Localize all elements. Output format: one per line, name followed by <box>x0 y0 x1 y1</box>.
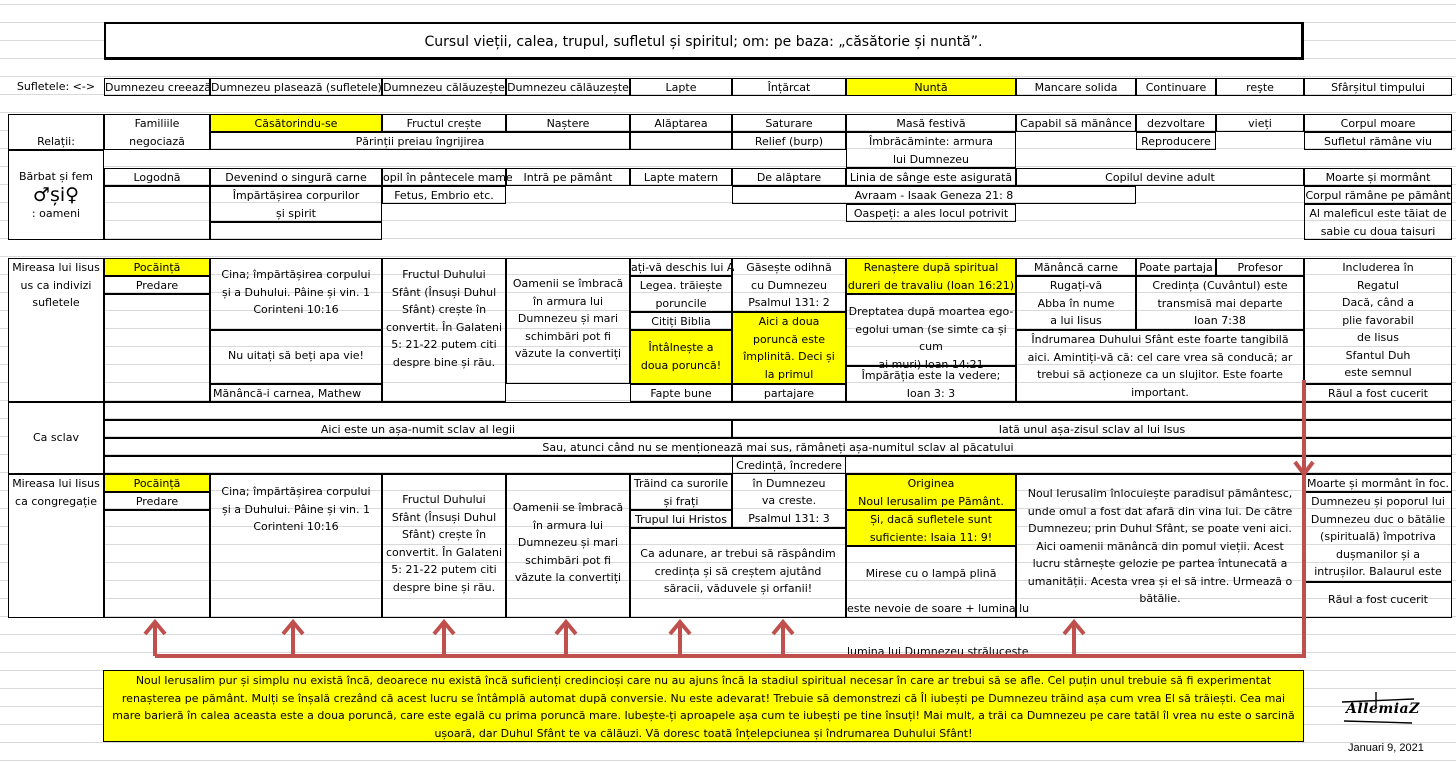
cell-legea: Legea. trăiește poruncile <box>630 276 732 312</box>
cell-pocainta-2: Pocăință <box>104 474 210 492</box>
cell-moarte-mormant: Moarte și mormânt <box>1304 168 1452 186</box>
cell-fructul-creste: Fructul crește <box>382 114 506 132</box>
logo-text: AllemiaZ <box>1346 701 1420 717</box>
cell-partajare: partajare <box>732 384 846 402</box>
cell-casatorindu: Căsătorindu-se <box>210 114 382 132</box>
cell-logodna: Logodnă <box>104 168 210 186</box>
cell-indrumarea: Îndrumarea Duhului Sfânt este foarte tangibilă aici. Amintiți-vă că: cel care vrea să conducă; ar trebui să acționeze ca un slujitor. Este foarte important. <box>1016 330 1304 402</box>
cell-moarte-foc: Moarte și mormânt în foc. <box>1304 474 1452 492</box>
cell-profesor: Profesor <box>1216 258 1304 276</box>
cell-dreptatea: Dreptatea după moartea ego- egolui uman (se simte ca și cum ai muri) Ioan 14:21 <box>846 294 1016 366</box>
cell-intalneste: Întâlnește a doua poruncă! <box>630 330 732 384</box>
cell-oamenii-2: Oamenii se îmbracă în armura lui Dumnezeu și mari schimbări pot fi văzute la convertiți <box>506 474 630 618</box>
sclav-label: Ca sclav <box>8 402 104 474</box>
cell-dezvoltare: dezvoltare <box>1136 114 1216 132</box>
header-col-creeaza: Dumnezeu creează <box>104 78 210 96</box>
cell-imparatia: Împărăția este la vedere; Ioan 3: 3 <box>846 366 1016 402</box>
cell-si-daca: Și, dacă sufletele sunt suficiente: Isaia 11: 9! <box>846 510 1016 546</box>
cell-credinta-cuvantul: Credința (Cuvântul) este transmisă mai departe Ioan 7:38 <box>1136 276 1304 330</box>
oameni-label: : oameni <box>31 207 81 220</box>
date-label: Januari 9, 2021 <box>1348 742 1424 754</box>
cell-poate-partaja: Poate partaja <box>1136 258 1216 276</box>
header-col-plaseaza: Dumnezeu plasează (sufletele) <box>210 78 382 96</box>
header-col-mancare-solida: Mancare solida <box>1016 78 1136 96</box>
cell-credinta-incredere: Credință, încredere în Dumnezeu va creste. Psalmul 131: 3 <box>732 456 846 528</box>
cell-parintii: Părinții preiau îngrijirea <box>210 132 630 150</box>
cell-relief: Relief (burp) <box>732 132 846 150</box>
cell-malefic: Al maleficul este tăiat de sabie cu doua taisuri <box>1304 204 1452 240</box>
cell-linia: Linia de sânge este asigurată <box>846 168 1016 186</box>
cell-cina-1: Cina; împărtășirea corpului și a Duhului. Pâine și vin. 1 Corinteni 10:16 <box>210 258 382 330</box>
page-title: Cursul vieții, calea, trupul, sufletul și spiritul; om: pe baza: „căsătorie și nuntă”. <box>104 22 1304 60</box>
cell-deschis: ați-vă deschis lui A <box>630 258 732 276</box>
cell-originea: Originea Noul Ierusalim pe Pământ. <box>846 474 1016 510</box>
cell-lumina: lumina lui Dumnezeu strălucește <box>847 644 1029 658</box>
header-col-calauzeste-1: Dumnezeu călăuzește <box>382 78 506 96</box>
arrow-up-4 <box>556 622 576 656</box>
mireasa-congregatie-label: Mireasa lui Iisus ca congregație <box>8 474 104 618</box>
cell-saturare: Saturare <box>732 114 846 132</box>
cell-copil-pantece: opil în pântecele mame <box>382 168 506 186</box>
cell-corpul-moare: Corpul moare <box>1304 114 1452 132</box>
arrow-up-1 <box>145 622 165 656</box>
cell-batalie: Dumnezeu și poporul lui Dumnezeu duc o bătălie (spirituală) împotriva dușmanilor și a intrușilor. Balaurul este <box>1304 492 1452 582</box>
cell-nastere: Naștere <box>506 114 630 132</box>
cell-fapte: Fapte bune <box>630 384 732 402</box>
cell-avraam: Avraam - Isaak Geneza 21: 8 <box>732 186 1136 204</box>
cell-alaptarea: Alăptarea <box>630 114 732 132</box>
cell-predare-1: Predare <box>104 276 210 294</box>
arrow-up-2 <box>283 622 303 656</box>
relatii-label: Relații: <box>37 134 75 148</box>
header-col-reste: reşte <box>1216 78 1304 96</box>
cell-devenind: Devenind o singură carne <box>210 168 382 186</box>
gender-symbols-icon: ♂și♀ <box>32 184 80 206</box>
cell-copilul-adult: Copilul devine adult <box>1016 168 1304 186</box>
cell-fructul-duhului-2: Fructul Duhului Sfânt (Însuși Duhul Sfânt) crește în convertit. În Galateni 5: 21-22 putem citi despre bine și rău. <box>382 474 506 618</box>
cell-corpul-ramane: Corpul rămâne pe pământ <box>1304 186 1452 204</box>
cell-nu-uitati: Nu uitați să beți apa vie! <box>210 330 382 384</box>
cell-mirese: Mirese cu o lampă plină <box>865 566 997 580</box>
cell-adunare: Ca adunare, ar trebui să răspândim credința și să creștem ajutând săracii, văduvele și orfanii! <box>630 528 846 618</box>
arrow-up-6 <box>773 622 793 656</box>
cell-impartasirea: Împărtășirea corpurilor și spirit <box>210 186 382 222</box>
cell-de-alaptare: De alăptare <box>732 168 846 186</box>
cell-cina-2: Cina; împărtășirea corpului și a Duhului. Pâine și vin. 1 Corinteni 10:16 <box>210 474 382 618</box>
header-col-lapte: Lapte <box>630 78 732 96</box>
cell-intra: Intră pe pământ <box>506 168 630 186</box>
mireasa-indivizi-label: Mireasa lui Iisus us ca indivizi sufletele <box>8 258 104 402</box>
header-col-continuare: Continuare <box>1136 78 1216 96</box>
header-col-nunta: Nuntă <box>846 78 1016 96</box>
barbat-label: Bărbat și fem <box>19 170 93 183</box>
cell-mananca-carne: Mănâncă carne <box>1016 258 1136 276</box>
cell-sufletul-ramane: Sufletul rămâne viu <box>1304 132 1452 150</box>
cell-capabil: Capabil să mănânce <box>1016 114 1136 132</box>
header-col-intarcat: Înțărcat <box>732 78 846 96</box>
header-col-calauzeste-2: Dumnezeu călăuzește <box>506 78 630 96</box>
cell-fructul-duhului-1: Fructul Duhului Sfânt (Însuși Duhul Sfânt) crește în convertit. În Galateni 5: 21-22 putem citi despre bine și rău. <box>382 258 506 402</box>
cell-sclav-legii: Aici este un așa-numit sclav al legii <box>104 420 732 438</box>
arrow-up-7 <box>1064 622 1084 656</box>
cell-predare-2: Predare <box>104 492 210 510</box>
cell-renastere: Renaștere după spiritual dureri de travaliu (Ioan 16:21) <box>846 258 1016 294</box>
cell-sclav-isus: Iată unul așa-zisul sclav al lui Isus <box>732 420 1452 438</box>
bottom-note: Noul Ierusalim pur și simplu nu există încă, deoarece nu există încă suficienți credincioși care nu au ajuns încă la stadiul spiritual necesar în care ar trebui să se afle. Cel puțin unul trebuie să fi experimentat renașterea pe pământ. Mulți se înșală crezând că acest lucru se întâmplă automat după conversie. Nu este adevarat! Trebuie să demonstrezi că Îl iubești pe Dumnezeu trăind așa cum vrea El să trăiești. Cea mai mare barieră în calea aceasta este a doua poruncă, care este egală cu prima poruncă mare. Iubește-ți aproapele așa cum te iubești pe tine însuți! Mai mult, a trăi ca Dumnezeu pe care tatăl îl vrea nu este o sarcină ușoară, dar Duhul Sfânt te va călăuzi. Vă doresc toată înțelepciunea și îndrumarea Duhului Sfânt! <box>103 670 1304 742</box>
cell-cititi: Citiți Biblia <box>630 312 732 330</box>
header-col-sfarsitul: Sfârșitul timpului <box>1304 78 1452 96</box>
cell-imbracaminte: Îmbrăcăminte: armura lui Dumnezeu <box>846 132 1016 168</box>
arrow-connector-line <box>155 380 1304 656</box>
cell-lapte-matern: Lapte matern <box>630 168 732 186</box>
cell-manca-carnea: Mănâncă-i carnea, Mathew <box>210 384 382 402</box>
cell-rugati: Rugați-vă Abba în nume a lui Iisus <box>1016 276 1136 330</box>
cell-vieti: vieți <box>1216 114 1304 132</box>
arrow-up-3 <box>434 622 454 656</box>
cell-reproducere: Reproducere <box>1136 132 1216 150</box>
cell-masa-festiva: Masă festivă <box>846 114 1016 132</box>
cell-raul-cucerit-2: Răul a fost cucerit <box>1304 582 1452 618</box>
cell-oamenii-1: Oamenii se îmbracă în armura lui Dumnezeu și mari schimbări pot fi văzute la convertiți <box>506 258 630 384</box>
cell-fetus: Fetus, Embrio etc. <box>382 186 506 204</box>
cell-gaseste: Găsește odihnă cu Dumnezeu Psalmul 131: 2 <box>732 258 846 312</box>
arrow-up-5 <box>670 622 690 656</box>
cell-trupul: Trupul lui Hristos <box>630 510 732 528</box>
cell-sclav-pacatului: Sau, atunci când nu se menționează mai sus, rămâneți așa-numitul sclav al păcatului <box>104 438 1452 456</box>
cell-noul-ierusalim: Noul Ierusalim înlocuiește paradisul pământesc, unde omul a fost dat afară din vina lui. De către Dumnezeu; prin Duhul Sfânt, se poate veni aici. Aici oamenii mănâncă din pomul vieții. Acest lucru stârnește gelozie pe partea întunecată a umanității. Acesta vrea și el să intre. Urmează o bătălie. <box>1016 474 1304 618</box>
cell-familiile: Familiile negociază <box>104 114 210 150</box>
cell-nevoie: este nevoie de soare + lumina lu <box>847 601 1030 615</box>
cell-traind: Trăind ca surorile și frați <box>630 474 732 510</box>
cell-raul-cucerit-1: Răul a fost cucerit <box>1304 384 1452 402</box>
cell-includerea: Includerea în Regatul Dacă, când a plie favorabil de Iisus Sfantul Duh este semnul <box>1304 258 1452 384</box>
souls-label: Sufletele: <-> <box>16 80 96 93</box>
cell-oaspeti: Oaspeți: a ales locul potrivit <box>846 204 1016 222</box>
cell-pocainta-1: Pocăință <box>104 258 210 276</box>
cell-aici-doua: Aici a doua poruncă este împlinită. Deci și la primul <box>732 312 846 384</box>
